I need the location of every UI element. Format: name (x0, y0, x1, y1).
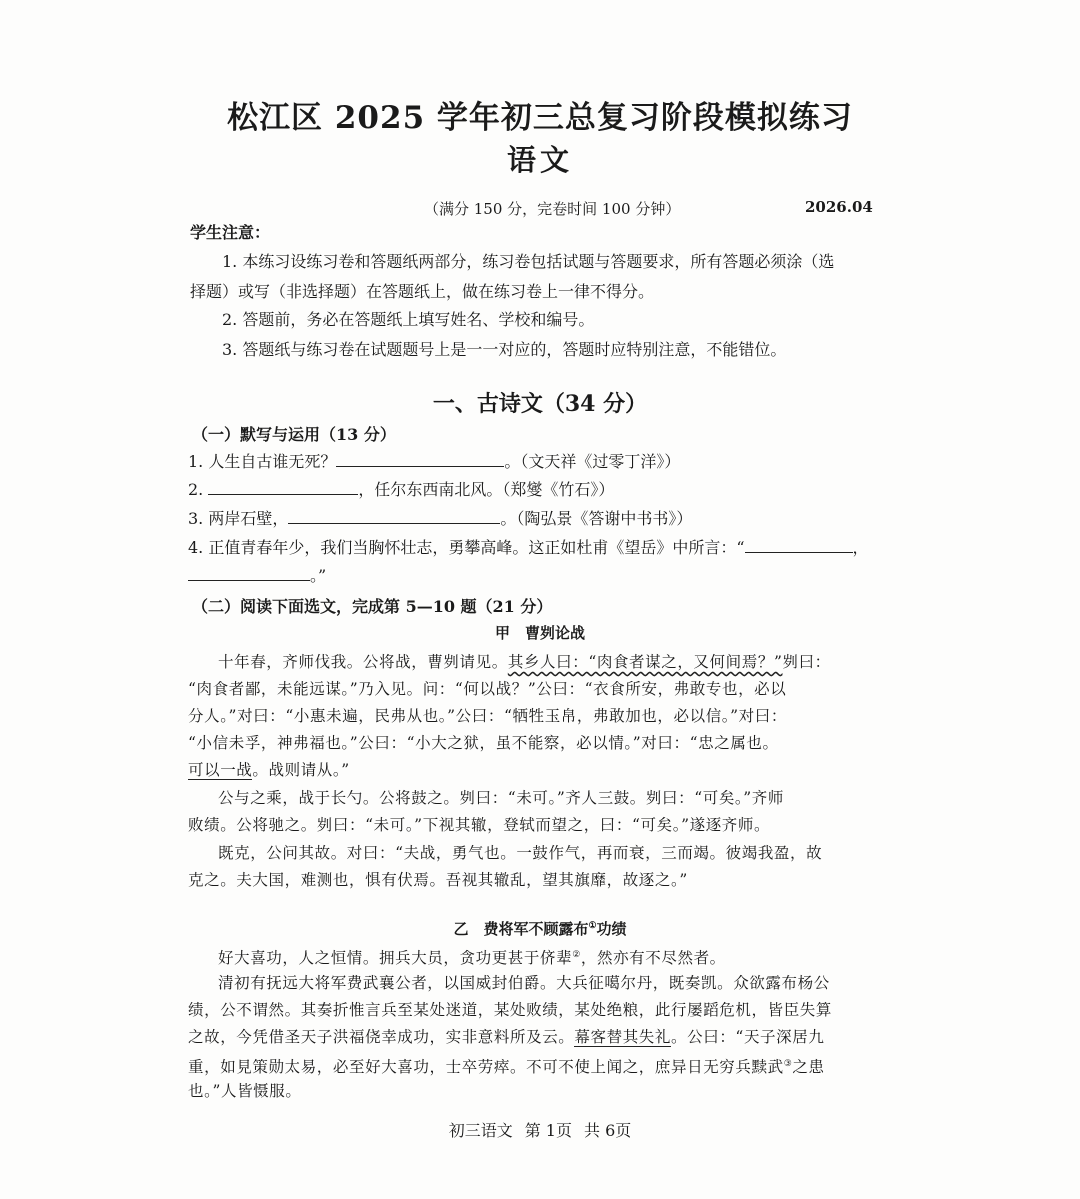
answer-blank[interactable] (336, 452, 504, 467)
question-1-prefix: 1. 人生自古谁无死？ (188, 452, 337, 471)
text-run: 刿曰： (782, 653, 831, 671)
subject-title: 语文 (506, 143, 573, 177)
jia-para1-line: 分人。”对曰：“小惠未遍，民弗从也。”公曰：“牺牲玉帛，弗敢加也，必以信。”对曰： (188, 707, 787, 725)
yi-para2-line: 绩，公不谓然。其奏折惟言兵至某处迷道，某处败绩，某处绝粮，此行屡蹈危机，皆臣失算 (188, 1001, 833, 1019)
question-2-suffix: ，任尔东西南北风。（郑燮《竹石》） (358, 480, 615, 499)
answer-blank[interactable] (188, 566, 310, 581)
notice-line: 择题）或写（非选择题）在答题纸上，做在练习卷上一律不得分。 (190, 282, 655, 301)
exam-title: 松江区 2025 学年初三总复习阶段模拟练习 (227, 100, 853, 136)
jia-para1-line: “肉食者鄙，未能远谋。”乃入见。问：“何以战？”公曰：“衣食所安，弗敢专也，必以 (188, 680, 787, 698)
yi-para2-line (188, 1027, 824, 1047)
question-3-prefix: 3. 两岸石壁， (188, 509, 289, 528)
text-run: 。战则请从。” (252, 761, 350, 779)
question-3-suffix: 。（陶弘景《答谢中书书》） (500, 509, 693, 528)
jia-para1-line (188, 760, 350, 780)
jia-para3-line: 既克，公问其故。对曰：“夫战，勇气也。一鼓作气，再而衰，三而竭。彼竭我盈，故 (218, 844, 823, 862)
footnote-mark: ① (588, 921, 597, 931)
yi-para2-line: 清初有抚远大将军费武襄公者，以国威封伯爵。大兵征噶尔丹，既奏凯。众欲露布杨公 (218, 974, 830, 992)
notice-line: 2. 答题前，务必在答题纸上填写姓名、学校和编号。 (222, 310, 595, 329)
text-run: 之故，今凭借圣天子洪福侥幸成功，实非意料所及云。 (188, 1028, 575, 1046)
answer-blank[interactable] (208, 480, 358, 495)
question-2 (188, 480, 614, 500)
yi-para2-line: 也。”人皆慑服。 (188, 1082, 302, 1100)
jia-para1-line (218, 652, 831, 672)
text-run: 重，如見策勋太易，必至好大喜功，士卒劳瘁。不可不使上闻之，庶异日无穷兵黩武 (188, 1058, 784, 1077)
exam-info: （满分 150 分，完卷时间 100 分钟） (424, 200, 681, 218)
article-jia-title: 甲 曹刿论战 (494, 624, 585, 642)
underlined-text: 可以一战 (188, 761, 253, 779)
footnote-mark: ③ (783, 1059, 793, 1069)
footnote-mark: ② (572, 950, 581, 960)
question-1 (188, 452, 680, 472)
notice-heading: 学生注意： (190, 223, 271, 242)
question-4-text: 4. 正值青春年少，我们当胸怀壮志，勇攀高峰。这正如杜甫《望岳》中所言：“ (188, 538, 745, 557)
yi-para2-line (188, 1054, 825, 1077)
question-2-prefix: 2. (188, 480, 209, 499)
text-run: 功绩 (596, 920, 627, 938)
text-run: 。公曰：“天子深居九 (671, 1028, 825, 1046)
yi-para1-line (218, 945, 726, 968)
answer-blank[interactable] (288, 509, 500, 524)
footer-total-pages: 共 6页 (584, 1121, 632, 1140)
wavy-underlined-text: 其乡人曰：“肉食者谋之，又何间焉？” (507, 653, 783, 671)
notice-line: 3. 答题纸与练习卷在试题题号上是一一对应的，答题时应特别注意，不能错位。 (222, 340, 787, 359)
text-run: 之患 (792, 1058, 825, 1077)
notice-line: 1. 本练习设练习卷和答题纸两部分，练习卷包括试题与答题要求，所有答题必须涂（选 (222, 252, 835, 271)
jia-para2-line: 败绩。公将驰之。刿曰：“未可。”下视其辙，登轼而望之，曰：“可矣。”遂逐齐师。 (188, 816, 771, 834)
question-1-suffix: 。（文天祥《过零丁洋》） (504, 452, 681, 471)
section-heading: 一、古诗文（34 分） (432, 391, 648, 417)
text-run: 十年春，齐师伐我。公将战，曹刿请见。 (218, 653, 508, 671)
jia-para2-line: 公与之乘，战于长勺。公将鼓之。刿曰：“未可。”齐人三鼓。刿曰：“可矣。”齐师 (218, 789, 784, 807)
part1-heading: （一）默写与运用（13 分） (192, 425, 396, 444)
underlined-text: 幕客替其失礼 (574, 1028, 672, 1046)
question-3 (188, 509, 692, 529)
text-run: ，然亦有不尽然者。 (580, 949, 726, 968)
footer-subject: 初三语文 (448, 1121, 513, 1140)
text-run: 乙 费将军不顾露布 (453, 920, 589, 938)
answer-blank[interactable] (745, 538, 853, 553)
jia-para1-line: “小信未孚，神弗福也。”公曰：“小大之狱，虽不能察，必以情。”对曰：“忠之属也。 (188, 734, 779, 752)
page-footer (0, 1118, 1080, 1141)
footer-page-number: 第 1页 (524, 1121, 572, 1140)
part2-heading: （二）阅读下面选文，完成第 5—10 题（21 分） (192, 597, 553, 616)
question-4-end2: 。” (310, 566, 327, 585)
text-run: 好大喜功，人之恒情。拥兵大员，贪功更甚于侪辈 (218, 949, 573, 968)
question-4-end1: ， (852, 538, 869, 557)
article-yi-title (0, 918, 1080, 939)
jia-para3-line: 克之。夫大国，难测也，惧有伏焉。吾视其辙乱，望其旗靡，故逐之。” (188, 871, 688, 889)
exam-date: 2026.04 (805, 198, 873, 216)
question-4-cont (188, 566, 326, 586)
question-4 (188, 538, 869, 558)
